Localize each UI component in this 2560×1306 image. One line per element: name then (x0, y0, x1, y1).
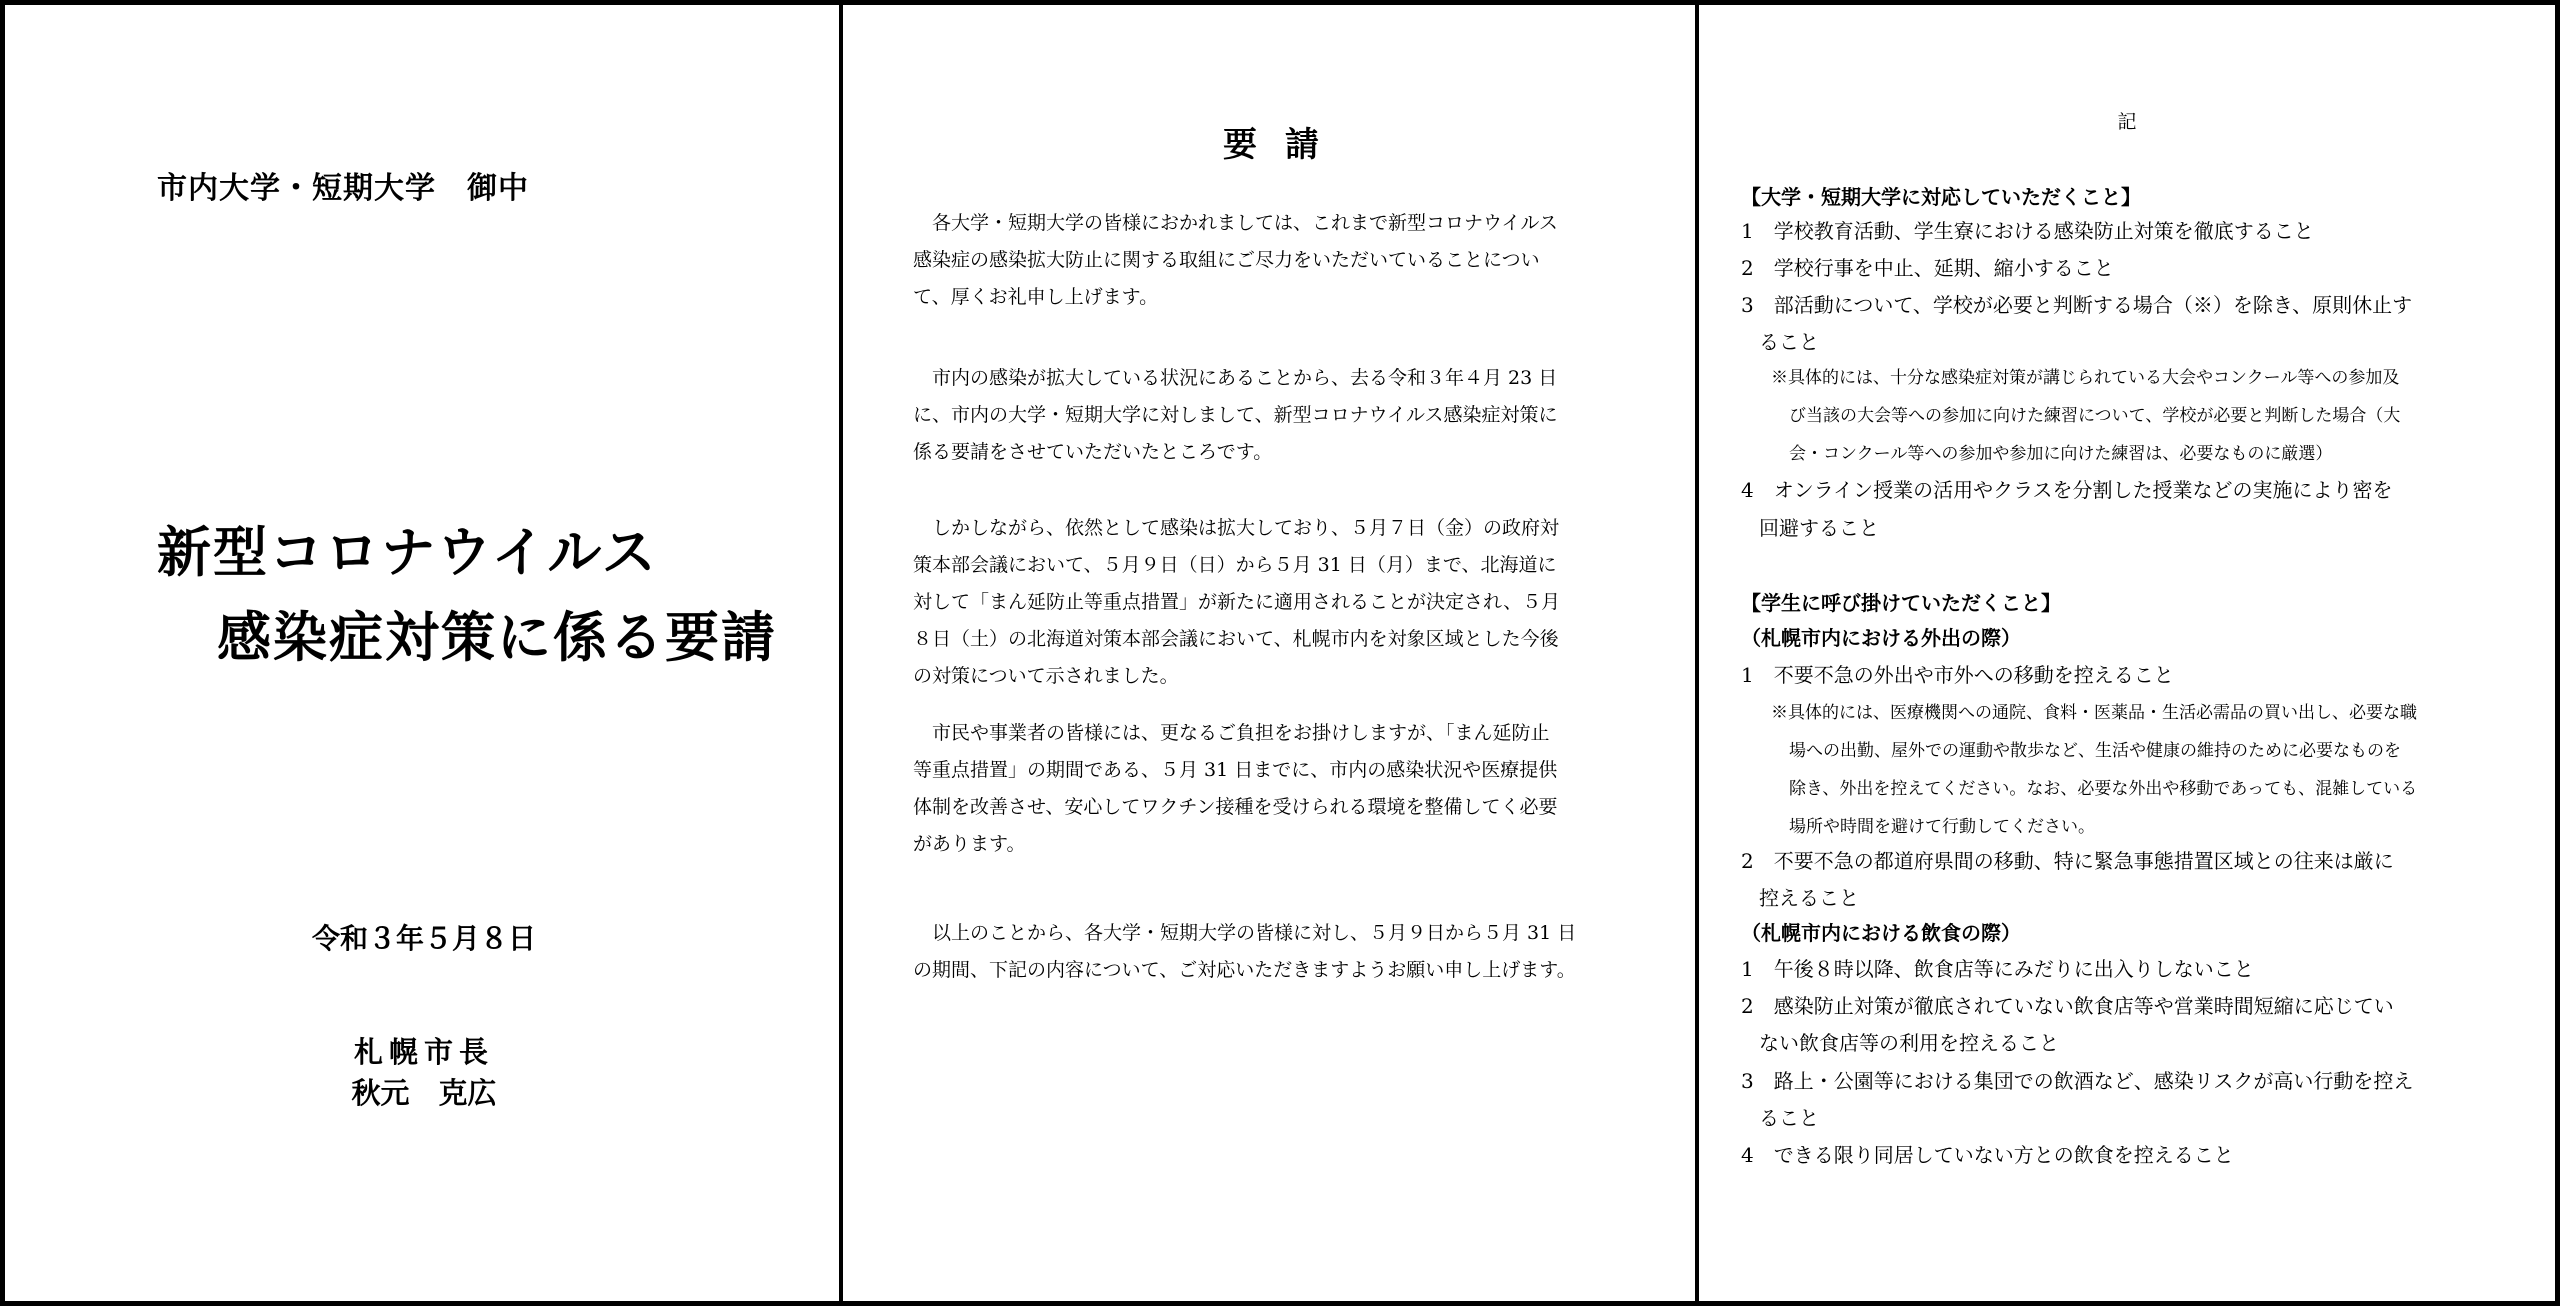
sub1-note-line: 場への出勤、屋外での運動や散歩など、生活や健康の維持のために必要なものを (1789, 741, 2401, 761)
section1-note-line: び当該の大会等への参加に向けた練習について、学校が必要と判断した場合（大 (1789, 406, 2401, 426)
section2-title: 【学生に呼び掛けていただくこと】 (1741, 591, 2061, 615)
paragraph-line: ８日（土）の北海道対策本部会議において、札幌市内を対象区域とした今後 (913, 628, 1559, 650)
paragraph-line: 等重点措置」の期間である、５月 31 日までに、市内の感染状況や医療提供 (913, 759, 1558, 781)
sub2-item: 2 感染防止対策が徹底されていない飲食店等や営業時間短縮に応じてい (1741, 994, 2394, 1018)
section1-item: 2 学校行事を中止、延期、縮小すること (1741, 256, 2114, 280)
paragraph-line: 市内の感染が拡大している状況にあることから、去る令和３年４月 23 日 (932, 367, 1558, 389)
section1-item4: 回避すること (1759, 516, 1879, 540)
sub2-item: 3 路上・公園等における集団での飲酒など、感染リスクが高い行動を控え (1741, 1069, 2414, 1093)
sub1-title: （札幌市内における外出の際） (1741, 626, 2021, 650)
paragraph-line: の期間、下記の内容について、ご対応いただきますようお願い申し上げます。 (913, 959, 1576, 981)
issue-date: 令和３年５月８日 (311, 922, 536, 955)
paragraph-line: に、市内の大学・短期大学に対しまして、新型コロナウイルス感染症対策に (913, 404, 1558, 426)
cover-title-line2: 感染症対策に係る要請 (217, 606, 777, 669)
sub2-title: （札幌市内における飲食の際） (1741, 921, 2021, 945)
sub1-item: 1 不要不急の外出や市外への移動を控えること (1741, 663, 2174, 687)
paragraph-line: の対策について示されました。 (913, 665, 1179, 687)
paragraph-2 (913, 360, 1653, 471)
section1-item4: 4 オンライン授業の活用やクラスを分割した授業などの実施により密を (1741, 478, 2393, 502)
paragraph-3 (913, 510, 1653, 695)
details-page (1699, 5, 2555, 1301)
cover-page (5, 5, 843, 1301)
sub1-note-line: 場所や時間を避けて行動してください。 (1789, 817, 2095, 837)
paragraph-1 (913, 205, 1653, 316)
paragraph-line: 係る要請をさせていただいたところです。 (913, 441, 1273, 463)
sub2-item: 4 できる限り同居していない方との飲食を控えること (1741, 1143, 2234, 1167)
paragraph-line: 各大学・短期大学の皆様におかれましては、これまで新型コロナウイルス (932, 212, 1558, 234)
paragraph-4 (913, 715, 1653, 863)
mayor-title: 札幌市長 (353, 1035, 494, 1069)
sub2-item: ること (1759, 1106, 1819, 1130)
paragraph-line: 以上のことから、各大学・短期大学の皆様に対し、５月９日から５月 31 日 (932, 922, 1577, 944)
paragraph-5 (913, 915, 1653, 989)
paragraph-line: しかしながら、依然として感染は拡大しており、５月７日（金）の政府対 (932, 517, 1560, 539)
paragraph-line: 策本部会議において、５月９日（日）から５月 31 日（月）まで、北海道に (913, 554, 1557, 576)
paragraph-line: 感染症の感染拡大防止に関する取組にご尽力をいただいていることについ (913, 249, 1540, 271)
ki-heading: 記 (2117, 111, 2137, 133)
paragraph-line: があります。 (913, 833, 1026, 855)
sub2-item: ない飲食店等の利用を控えること (1759, 1031, 2059, 1055)
section1-note-line: ※具体的には、十分な感染症対策が講じられている大会やコンクール等への参加及 (1771, 368, 2400, 388)
paragraph-line: 体制を改善させ、安心してワクチン接種を受けられる環境を整備してく必要 (913, 796, 1558, 818)
section1-title: 【大学・短期大学に対応していただくこと】 (1741, 185, 2141, 209)
cover-title-line1: 新型コロナウイルス (157, 521, 658, 584)
mayor-name: 秋元 克広 (351, 1076, 497, 1110)
paragraph-line: 市民や事業者の皆様には、更なるご負担をお掛けしますが、「まん延防止 (932, 722, 1550, 744)
section1-note-line: 会・コンクール等への参加や参加に向けた練習は、必要なものに厳選） (1789, 444, 2333, 464)
section1-item: 1 学校教育活動、学生寮における感染防止対策を徹底すること (1741, 219, 2314, 243)
paragraph-line: て、厚くお礼申し上げます。 (913, 286, 1159, 308)
sub1-item2: 控えること (1759, 886, 1859, 910)
request-title: 要請 (1223, 125, 1347, 165)
sub1-note-line: ※具体的には、医療機関への通院、食料・医薬品・生活必需品の買い出し、必要な職 (1771, 703, 2417, 723)
addressee: 市内大学・短期大学 御中 (157, 171, 529, 206)
paragraph-line: 対して「まん延防止等重点措置」が新たに適用されることが決定され、５月 (913, 591, 1561, 613)
section1-item: ること (1759, 330, 1819, 354)
sub2-item: 1 午後８時以降、飲食店等にみだりに出入りしないこと (1741, 957, 2254, 981)
sub1-note-line: 除き、外出を控えてください。なお、必要な外出や移動であっても、混雑している (1789, 779, 2418, 799)
request-page (843, 5, 1699, 1301)
section1-item: 3 部活動について、学校が必要と判断する場合（※）を除き、原則休止す (1741, 293, 2413, 317)
sub1-item2: 2 不要不急の都道府県間の移動、特に緊急事態措置区域との往来は厳に (1741, 849, 2394, 873)
